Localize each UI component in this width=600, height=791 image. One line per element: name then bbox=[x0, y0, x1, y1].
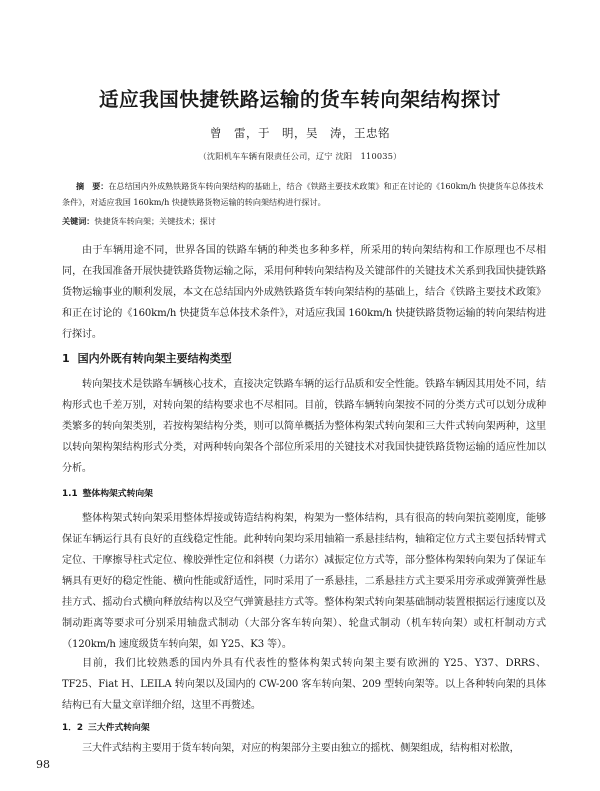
section-1-heading bbox=[62, 350, 232, 366]
keywords-text: 快捷货车转向架；关键技术；探讨 bbox=[94, 216, 216, 226]
keywords-label: 关键词： bbox=[62, 216, 95, 226]
section-1-paragraph: 转向架技术是铁路车辆核心技术，直接决定铁路车辆的运行品质和安全性能。铁路车辆因其用处不同，结构形式也千差万别，对转向架的结构要求也不尽相同。目前，铁路车辆转向架按不同的分类方式可以划分成种类繁多的转向架类别，若按构架结构分类，则可以简单概括为整体构架式转向架和三大件式转向架两种，这里以转向架构架结构形式分类，对两种转向架各个部位所采用的关键技术对我国快捷铁路货物运输的适应性加以分析。 bbox=[62, 379, 546, 474]
section-1-1-heading bbox=[62, 486, 153, 499]
abstract-label: 摘 要： bbox=[76, 181, 109, 191]
section-1-2-paragraph: 三大件式结构主要用于货车转向架，对应的构架部分主要由独立的摇枕、侧架组成，结构相对松散， bbox=[82, 743, 520, 754]
section-1-1-title: 整体构架式转向架 bbox=[82, 489, 153, 499]
section-1-1-paragraph-1: 整体构架式转向架采用整体焊接或铸造结构构架，构架为一整体结构，具有很高的转向架抗菱刚度，能够保证车辆运行具有良好的直线稳定性能。此种转向架均采用轴箱一系悬挂结构，轴箱定位方式主要包括转臂式定位、干摩擦导柱式定位、橡胶弹性定位和斜楔（力诺尔）减振定位方式等，部分整体构架转向架为了保证车辆具有更好的稳定性能、横向性能或舒适性，同时采用了一系悬挂，二系悬挂方式主要采用旁承或弹簧弹性悬挂方式、摇动台式横向释放结构以及空气弹簧悬挂方式等。整体构架式转向架基础制动装置根据运行速度以及制动距离等要求可分别采用轴盘式制动（大部分客车转向架）、轮盘式制动（机车转向架）或杠杆制动方式（120km/h 速度级货车转向架，如 Y25、K3 等）。 bbox=[62, 513, 546, 650]
keywords bbox=[62, 213, 546, 229]
section-1-2-heading bbox=[62, 720, 150, 733]
page-number: 98 bbox=[36, 758, 50, 771]
section-1-1-number: 1.1 bbox=[62, 489, 78, 499]
abstract bbox=[62, 178, 546, 210]
affiliation: （沈阳机车车辆有限责任公司，辽宁 沈阳 110035） bbox=[198, 151, 402, 161]
intro-paragraph: 由于车辆用途不同，世界各国的铁路车辆的种类也多种多样，所采用的转向架结构和工作原理也不尽相同，在我国准备开展快捷铁路货物运输之际，采用何种转向架结构及关键部件的关键技术关系到我国快捷铁路货物运输事业的顺利发展，本文在总结国内外成熟铁路货车转向架结构的基础上，结合《铁路主要技术政策》和正在讨论的《160km/h 快捷货车总体技术条件》，对适应我国 160km/h 快捷铁路货物运输的转向架结构进行探讨。 bbox=[62, 245, 546, 340]
section-1-2-title: 三大件式转向架 bbox=[88, 723, 150, 733]
paper-title: 适应我国快捷铁路运输的货车转向架结构探讨 bbox=[98, 88, 501, 111]
section-1-number: 1 bbox=[62, 352, 70, 365]
author-list: 曾 雷，于 明，吴 涛，王忠铭 bbox=[210, 126, 390, 140]
section-1-1-paragraph-2: 目前，我们比较熟悉的国内外具有代表性的整体构架式转向架主要有欧洲的 Y25、Y37、DRRS、TF25、Fiat H、LEILA 转向架以及国内的 CW-200 客车转向架、209 型转向架等。以上各种转向架的具体结构已有大量文章详细介绍，这里不再赘述。 bbox=[62, 658, 546, 711]
section-1-title: 国内外既有转向架主要结构类型 bbox=[77, 352, 232, 365]
abstract-text: 在总结国内外成熟铁路货车转向架结构的基础上，结合《铁路主要技术政策》和正在讨论的《160km/h 快捷货车总体技术条件》，对适应我国 160km/h 快捷铁路货物运输的转向架结构进行探讨。 bbox=[62, 181, 544, 207]
section-1-2-number: 1．2 bbox=[62, 723, 84, 733]
